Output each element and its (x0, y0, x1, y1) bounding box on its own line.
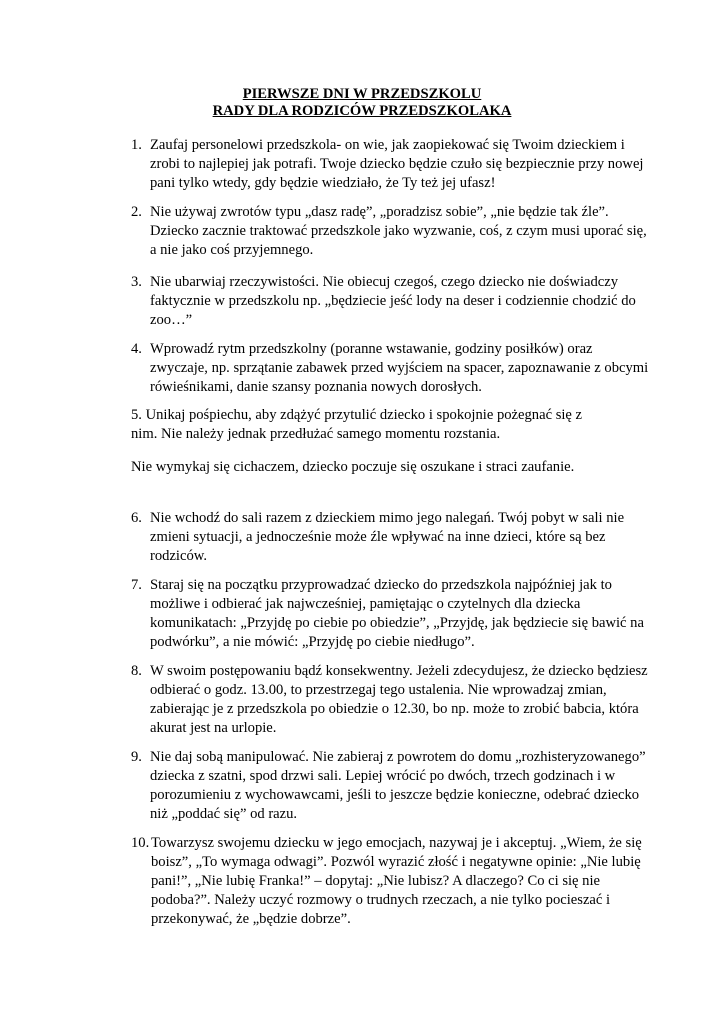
item-number: 2. (131, 204, 142, 220)
item-number: 6. (131, 510, 142, 526)
item-number: 1. (131, 137, 142, 153)
list-item-5: 5. Unikaj pośpiechu, aby zdążyć przytulić dziecko i spokojnie pożegnać się z nim. Nie należy jednak przedłużać samego momentu rozstania. (131, 407, 583, 442)
list-item-1 (131, 136, 651, 193)
list-item-6 (131, 509, 651, 566)
item-text: Nie ubarwiaj rzeczywistości. Nie obiecuj czegoś, czego dziecko nie doświadczy faktycznie w przedszkolu np. „będziecie jeść lody na deser i codziennie chodzić do zoo…” (150, 274, 636, 328)
item-number: 4. (131, 341, 142, 357)
item-text: Nie używaj zwrotów typu „dasz radę”, „poradzisz sobie”, „nie będzie tak źle”. Dziecko zacznie traktować przedszkole jako wyzwanie, coś, z czym musi uporać się, a nie jako coś przyjemnego. (150, 204, 647, 258)
item-text: Towarzysz swojemu dziecku w jego emocjach, nazywaj je i akceptuj. „Wiem, że się boisz”, „To wymaga odwagi”. Pozwól wyrazić złość i negatywne opinie: „Nie lubię pani!”, „Nie lubię Franka!” – dopytaj: „Nie lubisz? A dlaczego? Co ci się nie podoba?”. Należy uczyć rozmowy o trudnych rzeczach, a nie tylko pocieszać i przekonywać, że „będzie dobrze”. (151, 835, 642, 927)
list-item-3 (131, 273, 651, 330)
item-text: Nie daj sobą manipulować. Nie zabieraj z powrotem do domu „rozhisteryzowanego” dziecka z szatni, spod drzwi sali. Lepiej wrócić po dwóch, trzech godzinach i w porozumieniu z wychowawcami, jeśli to jeszcze będzie konieczne, odebrać dziecko niż „poddać się” od razu. (150, 749, 646, 822)
item-text: Wprowadź rytm przedszkolny (poranne wstawanie, godziny posiłków) oraz zwyczaje, np. sprzątanie zabawek przed wyjściem na spacer, zapoznawanie z obcymi rówieśnikami, danie szansy poznania nowych dorosłych. (150, 341, 649, 395)
list-item-2 (131, 203, 651, 260)
item-text: Nie wchodź do sali razem z dzieckiem mimo jego nalegań. Twój pobyt w sali nie zmieni sytuacji, a jednocześnie może źle wpływać na inne dzieci, które są bez rodziców. (150, 510, 625, 564)
item-number: 10. (131, 835, 150, 851)
document-subtitle: RADY DLA RODZICÓW PRZEDSZKOLAKA (212, 103, 512, 119)
list-item-8 (131, 662, 651, 738)
list-item-9 (131, 748, 651, 824)
document-title: PIERWSZE DNI W PRZEDSZKOLU (242, 86, 482, 102)
list-item-7 (131, 576, 651, 652)
list-item-4 (131, 340, 651, 397)
item-text: Staraj się na początku przyprowadzać dziecko do przedszkola najpóźniej jak to możliwe i odbierać jak najwcześniej, pamiętając o czytelnych dla dziecka komunikatach: „Przyjdę po ciebie po obiedzie”, „Przyjdę, jak będziecie się bawić na podwórku”, a nie mówić: „Przyjdę po ciebie niedługo”. (150, 577, 644, 650)
item-number: 9. (131, 749, 142, 765)
item-number: 8. (131, 663, 142, 679)
note-paragraph: Nie wymykaj się cichaczem, dziecko poczuje się oszukane i straci zaufanie. (131, 459, 575, 475)
item-number: 7. (131, 577, 142, 593)
list-item-10 (131, 834, 651, 929)
item-text: W swoim postępowaniu bądź konsekwentny. Jeżeli zdecydujesz, że dziecko będziesz odbierać o godz. 13.00, to przestrzegaj tego ustalenia. Nie wprowadzaj zmian, zabierając je z przedszkola po obiedzie o 12.30, bo np. może to zrobić babcia, która akurat jest na urlopie. (150, 663, 648, 736)
item-number: 3. (131, 274, 142, 290)
item-text: Zaufaj personelowi przedszkola- on wie, jak zaopiekować się Twoim dzieckiem i zrobi to najlepiej jak potrafi. Twoje dziecko będzie czuło się bezpiecznie przy nowej pani tylko wtedy, gdy będzie wiedziało, że Ty też jej ufasz! (150, 137, 644, 191)
